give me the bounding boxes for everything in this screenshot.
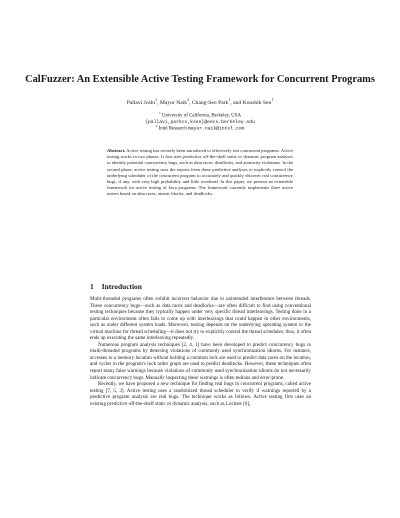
section-heading xyxy=(90,282,142,291)
author-list: Pallavi Joshi$^1$, Mayur Naik$^2$, Chang-Seo Park$^1$, and Koushik Sen$^1$ xyxy=(126,98,274,106)
affil-mark: 1 xyxy=(159,111,161,115)
author-name: Pallavi Joshi xyxy=(126,100,156,106)
author-affil-mark: 1 xyxy=(155,98,158,103)
affil-email-group: {pallavi,parkcs,ksen}@eecs.berkeley.edu xyxy=(145,120,255,126)
author-name: and Koushik Sen xyxy=(233,100,272,106)
affil-mark: 2 xyxy=(155,124,158,129)
affil-email: mayur.naik@intel.com xyxy=(188,127,245,133)
paper-title: CalFuzzer: An Extensible Active Testing Framework for Concurrent Programs xyxy=(25,74,375,85)
affil-university: University of California, Berkeley, USA xyxy=(161,113,241,119)
section-title: Introduction xyxy=(101,282,142,291)
body-paragraph: Numerous program analysis techniques [2, 4, 1] have been developed to predict concurrency bugs in multi-threaded programs by detecting violations of commonly used synchronization idioms. For instance, accesses to a memory location without holding a common lock are used to predict data races on the location, and cycles in the program's lock order graph are used to predict deadlocks. However, these techniques often report many false warnings because violations of commonly used synchronization idioms do not necessarily indicate concurrency bugs. Manually inspecting these warnings is often tedious and error-prone. xyxy=(90,341,311,381)
affil-company: Intel Research xyxy=(158,127,187,133)
affiliation-line xyxy=(0,113,400,120)
author-affil-mark: 1 xyxy=(271,98,274,103)
author-affil-mark: 1 xyxy=(228,98,231,103)
abstract-heading: Abstract. xyxy=(107,148,126,153)
author-affil-mark: 2 xyxy=(187,98,190,103)
section-number: 1 xyxy=(90,282,94,291)
author-name: Chang-Seo Park xyxy=(191,100,229,106)
body-paragraph: Recently, we have proposed a new technique for finding real bugs in concurrent programs, called active testing [7, 5, 3]. Active testing uses a randomized thread scheduler to verify if warnings reported by a predictive program analysis are real bugs. The technique works as follows. Active testing first uses an existing predictive off-the-shelf static or dynamic analysis, such as Lockset [6], xyxy=(90,381,311,407)
section-body xyxy=(90,296,311,407)
affiliation-line xyxy=(0,126,400,133)
author-name: Mayur Naik xyxy=(159,100,188,106)
abstract xyxy=(107,148,293,198)
abstract-text: Active testing has recently been introduced to effectively test concurrent programs. Active testing works in two phases. It first uses predictive off-the-shelf static or dynamic program analyses to identify potential concurrency bugs, such as data races, deadlocks, and atomicity violations. In the second phase, active testing uses the reports from these predictive analyses to explicitly control the underlying scheduler of the concurrent program to accurately and quickly discover real concurrency bugs, if any, with very high probability and little overhead. In this paper, we present an extensible framework for active testing of Java programs. The framework currently implements three active testers based on data races, atomic blocks, and deadlocks. xyxy=(107,148,293,197)
affiliations xyxy=(0,113,400,133)
body-paragraph: Multi-threaded programs often exhibit incorrect behavior due to unintended interference between threads. These concurrency bugs—such as data races and deadlocks—are often difficult to find using conventional testing techniques because they typically happen under very specific thread interleavings. Testing done in a particular environment often fails to come up with interleavings that could happen in other environments, such as under different system loads. Moreover, testing depends on the underlying operating system or the virtual machine for thread scheduling—it does not try to explicitly control the thread schedules; thus, it often ends up executing the same interleaving repeatedly. xyxy=(90,296,311,342)
